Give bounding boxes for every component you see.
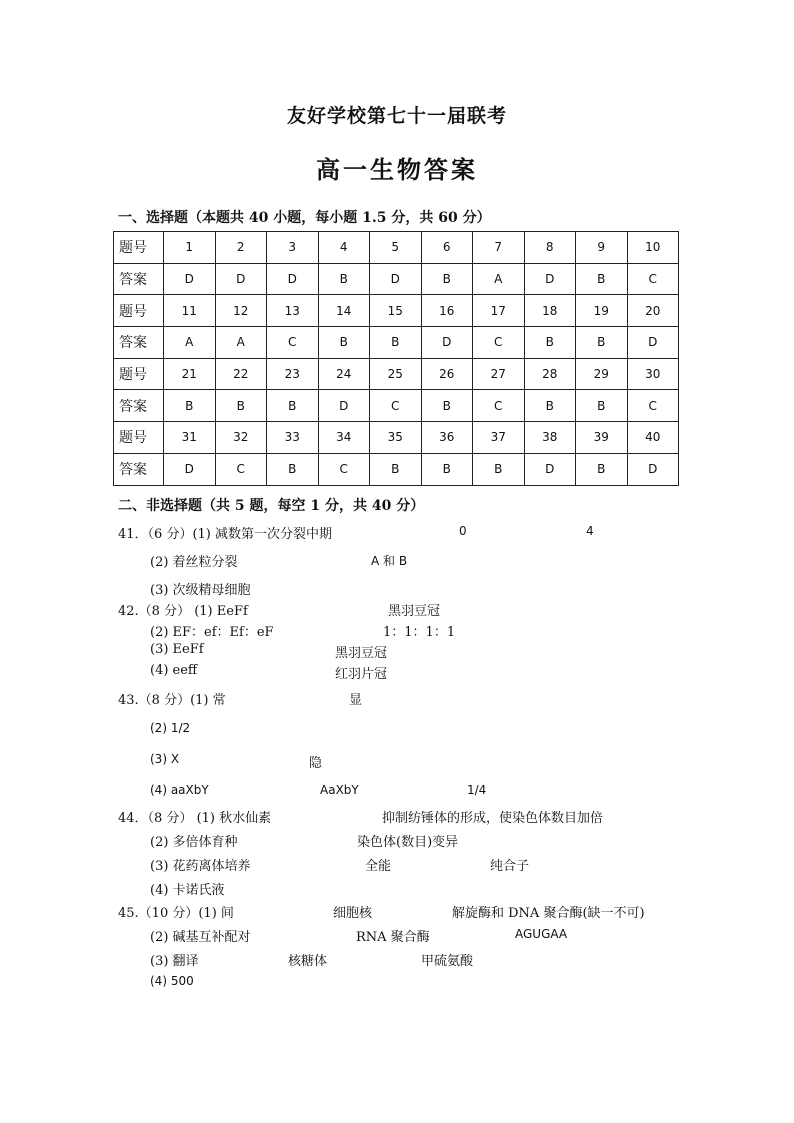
q44-line1-answer: 抑制纺锤体的形成，使染色体数目加倍: [382, 811, 604, 826]
number-cell: 18: [524, 295, 576, 327]
table-row: [114, 327, 679, 359]
answer-table: [113, 231, 679, 486]
answer-cell: B: [267, 390, 319, 422]
answer-row-label: 答案: [114, 390, 164, 422]
answer-cell: B: [421, 263, 473, 295]
number-cell: 9: [576, 232, 628, 264]
q41-answer-b: 0: [459, 524, 467, 538]
number-cell: 4: [318, 232, 370, 264]
q42-line1-answer: 黑羽豆冠: [388, 604, 441, 619]
q44-line1: 44．（8 分） (1) 秋水仙素: [118, 811, 272, 826]
q43-line2: (2) 1/2: [150, 721, 191, 735]
number-cell: 40: [627, 422, 679, 454]
answer-cell: C: [627, 263, 679, 295]
q42-line2-answer: 1：1：1：1: [383, 625, 456, 640]
answer-cell: D: [524, 263, 576, 295]
q41-line2: (2) 着丝粒分裂: [150, 555, 238, 570]
number-cell: 5: [370, 232, 422, 264]
q45-line3-answer-c: 甲硫氨酸: [421, 954, 474, 969]
q45-line3: (3) 翻译: [150, 954, 199, 969]
q41-line3: (3) 次级精母细胞: [150, 583, 251, 598]
number-cell: 24: [318, 358, 370, 390]
answer-cell: A: [215, 327, 267, 359]
answer-cell: C: [473, 327, 525, 359]
number-cell: 26: [421, 358, 473, 390]
table-row: [114, 358, 679, 390]
number-cell: 13: [267, 295, 319, 327]
number-cell: 35: [370, 422, 422, 454]
answer-cell: C: [473, 390, 525, 422]
q44-line2: (2) 多倍体育种: [150, 835, 238, 850]
q45-line2: (2) 碱基互补配对: [150, 930, 251, 945]
number-row-label: 题号: [114, 232, 164, 264]
answer-cell: D: [267, 263, 319, 295]
number-cell: 17: [473, 295, 525, 327]
answer-cell: A: [164, 327, 216, 359]
answer-cell: B: [215, 390, 267, 422]
answer-cell: B: [576, 327, 628, 359]
answer-cell: B: [524, 327, 576, 359]
number-cell: 16: [421, 295, 473, 327]
answer-cell: D: [318, 390, 370, 422]
answer-cell: D: [164, 453, 216, 485]
q41-line2-answer: A 和 B: [371, 554, 408, 568]
answer-cell: C: [318, 453, 370, 485]
q43-line4-answer-c: 1/4: [467, 783, 487, 797]
subject-title: 高一生物答案: [316, 155, 478, 184]
number-cell: 25: [370, 358, 422, 390]
number-cell: 29: [576, 358, 628, 390]
answer-cell: B: [370, 453, 422, 485]
number-row-label: 题号: [114, 358, 164, 390]
answer-cell: B: [421, 390, 473, 422]
table-row: [114, 422, 679, 454]
q43-line3-answer: 隐: [309, 756, 323, 771]
q41-answer-c: 4: [586, 524, 594, 538]
q45-line1-answer-b: 细胞核: [333, 906, 373, 921]
q43-line1: 43.（8 分）(1) 常: [118, 693, 226, 708]
number-cell: 39: [576, 422, 628, 454]
answer-cell: C: [627, 390, 679, 422]
q44-line3-answer-b: 全能: [365, 859, 392, 874]
number-cell: 3: [267, 232, 319, 264]
answer-cell: D: [524, 453, 576, 485]
q41-line1: 41．（6 分）(1) 减数第一次分裂中期: [118, 527, 332, 542]
answer-cell: B: [370, 327, 422, 359]
q42-line2: (2) EF：ef：Ef：eF: [150, 625, 274, 640]
number-cell: 22: [215, 358, 267, 390]
table-row: [114, 295, 679, 327]
number-cell: 20: [627, 295, 679, 327]
q42-line3: (3) EeFf: [150, 642, 204, 657]
number-row-label: 题号: [114, 295, 164, 327]
answer-cell: D: [627, 453, 679, 485]
number-cell: 8: [524, 232, 576, 264]
answer-cell: B: [576, 453, 628, 485]
section1-heading: 一、选择题（本题共 40 小题，每小题 1.5 分，共 60 分）: [118, 210, 491, 226]
q45-line3-answer-b: 核糖体: [288, 954, 328, 969]
number-cell: 33: [267, 422, 319, 454]
q45-line1: 45.（10 分）(1) 间: [118, 906, 234, 921]
section2-heading: 二、非选择题（共 5 题，每空 1 分，共 40 分）: [118, 498, 425, 514]
q43-line4-answer-b: AaXbY: [320, 783, 359, 797]
number-cell: 38: [524, 422, 576, 454]
school-title: 友好学校第七十一届联考: [286, 105, 507, 127]
answer-cell: D: [370, 263, 422, 295]
number-cell: 2: [215, 232, 267, 264]
number-cell: 19: [576, 295, 628, 327]
q45-line4: (4) 500: [150, 974, 194, 988]
table-row: [114, 263, 679, 295]
number-cell: 11: [164, 295, 216, 327]
answer-cell: C: [267, 327, 319, 359]
q42-line4-answer: 红羽片冠: [335, 667, 388, 682]
q42-line1: 42.（8 分） (1) EeFf: [118, 604, 248, 619]
answer-cell: B: [318, 263, 370, 295]
number-row-label: 题号: [114, 422, 164, 454]
q43-line4: (4) aaXbY: [150, 783, 209, 797]
q42-line3-answer: 黑羽豆冠: [335, 646, 388, 661]
number-cell: 21: [164, 358, 216, 390]
answer-row-label: 答案: [114, 453, 164, 485]
answer-cell: D: [215, 263, 267, 295]
table-row: [114, 453, 679, 485]
answer-row-label: 答案: [114, 263, 164, 295]
q45-line1-answer-c: 解旋酶和 DNA 聚合酶(缺一不可): [452, 906, 645, 921]
answer-cell: B: [421, 453, 473, 485]
number-cell: 7: [473, 232, 525, 264]
q44-line3-answer-c: 纯合子: [490, 859, 530, 874]
number-cell: 15: [370, 295, 422, 327]
answer-cell: B: [318, 327, 370, 359]
table-row: [114, 232, 679, 264]
answer-cell: B: [524, 390, 576, 422]
answer-cell: B: [576, 263, 628, 295]
answer-cell: C: [370, 390, 422, 422]
number-cell: 14: [318, 295, 370, 327]
number-cell: 27: [473, 358, 525, 390]
number-cell: 10: [627, 232, 679, 264]
number-cell: 23: [267, 358, 319, 390]
q45-line2-answer-c: AGUGAA: [515, 927, 568, 941]
number-cell: 1: [164, 232, 216, 264]
answer-cell: B: [164, 390, 216, 422]
number-cell: 32: [215, 422, 267, 454]
q44-line4: (4) 卡诺氏液: [150, 883, 225, 898]
number-cell: 31: [164, 422, 216, 454]
q45-line2-answer-b: RNA 聚合酶: [356, 930, 430, 945]
answer-cell: C: [215, 453, 267, 485]
answer-cell: B: [473, 453, 525, 485]
answer-cell: B: [267, 453, 319, 485]
q43-line3: (3) X: [150, 752, 180, 766]
answer-cell: B: [576, 390, 628, 422]
answer-cell: A: [473, 263, 525, 295]
q44-line3: (3) 花药离体培养: [150, 859, 251, 874]
answer-cell: D: [421, 327, 473, 359]
answer-row-label: 答案: [114, 327, 164, 359]
table-row: [114, 390, 679, 422]
q42-line4: (4) eeff: [150, 663, 198, 678]
q43-line1-answer: 显: [349, 693, 363, 708]
q44-line2-answer: 染色体(数目)变异: [357, 835, 459, 850]
number-cell: 36: [421, 422, 473, 454]
answer-cell: D: [627, 327, 679, 359]
number-cell: 28: [524, 358, 576, 390]
number-cell: 37: [473, 422, 525, 454]
answer-cell: D: [164, 263, 216, 295]
number-cell: 30: [627, 358, 679, 390]
number-cell: 34: [318, 422, 370, 454]
number-cell: 6: [421, 232, 473, 264]
number-cell: 12: [215, 295, 267, 327]
